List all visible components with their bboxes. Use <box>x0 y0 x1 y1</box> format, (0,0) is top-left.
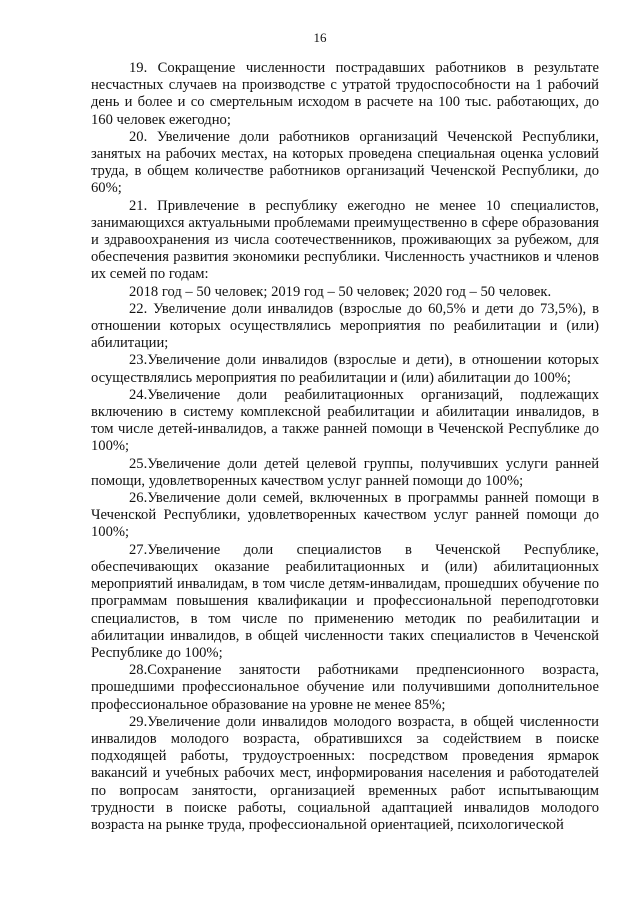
paragraph-21-years: 2018 год – 50 человек; 2019 год – 50 человек; 2020 год – 50 человек. <box>129 283 552 300</box>
paragraph-28: 28.Сохранение занятости работниками предпенсионного возраста, прошедшими профессиональное обучение или получившими дополнительное профессиональное образование на уровне не менее 85%; <box>91 662 599 713</box>
paragraph-24: 24.Увеличение доли реабилитационных организаций, подлежащих включению в систему комплексной реабилитации и абилитации инвалидов, в том числе детей-инвалидов, а также ранней помощи в Чеченской Республике до 100%; <box>91 386 599 455</box>
paragraph-26: 26.Увеличение доли семей, включенных в программы ранней помощи в Чеченской Республики, удовлетворенных качеством услуг ранней помощи до 100%; <box>91 490 599 541</box>
document-body <box>91 60 599 834</box>
paragraph-21: 21. Привлечение в республику ежегодно не менее 10 специалистов, занимающихся актуальными проблемами преимущественно в сфере образования и здравоохранения из числа соотечественников, проживающих за рубежом, для обеспечения развития экономики республики. Численность участников и членов их семей по годам: <box>91 197 599 283</box>
paragraph-20: 20. Увеличение доли работников организаций Чеченской Республики, занятых на рабочих местах, на которых проведена специальная оценка условий труда, в общем количестве работников организаций Чеченской Республики, до 60%; <box>91 128 599 197</box>
paragraph-27: 27.Увеличение доли специалистов в Чеченской Республике, обеспечивающих оказание реабилитационных и (или) абилитационных мероприятий инвалидам, в том числе детям-инвалидам, прошедших обучение по программам повышения квалификации и профессиональной переподготовки специалистов, в том числе по применению методик по реабилитации и абилитации инвалидов, в общей численности таких специалистов в Чеченской Республике до 100%; <box>91 541 599 661</box>
page-number: 16 <box>313 30 327 45</box>
paragraph-23: 23.Увеличение доли инвалидов (взрослые и дети), в отношении которых осуществлялись мероприятия по реабилитации и (или) абилитации до 100%; <box>91 352 599 386</box>
paragraph-25: 25.Увеличение доли детей целевой группы, получивших услуги ранней помощи, удовлетворенных качеством услуг ранней помощи до 100%; <box>91 455 599 489</box>
paragraph-29: 29.Увеличение доли инвалидов молодого возраста, в общей численности инвалидов молодого возраста, обратившихся за содействием в поиске подходящей работы, трудоустроенных: посредством проведения ярмарок вакансий и учебных рабочих мест, информирования населения и работодателей по вопросам занятости, организацией временных работ испытывающим трудности в поиске работы, социальной адаптацией инвалидов молодого возраста на рынке труда, профессиональной ориентацией, психологической <box>91 713 599 833</box>
paragraph-22: 22. Увеличение доли инвалидов (взрослые до 60,5% и дети до 73,5%), в отношении которых осуществлялись мероприятия по реабилитации и (или) абилитации; <box>91 300 599 352</box>
paragraph-19: 19. Сокращение численности пострадавших работников в результате несчастных случаев на производстве с утратой трудоспособности на 1 рабочий день и более и со смертельным исходом в расчете на 100 тыс. работающих, до 160 человек ежегодно; <box>91 60 599 128</box>
